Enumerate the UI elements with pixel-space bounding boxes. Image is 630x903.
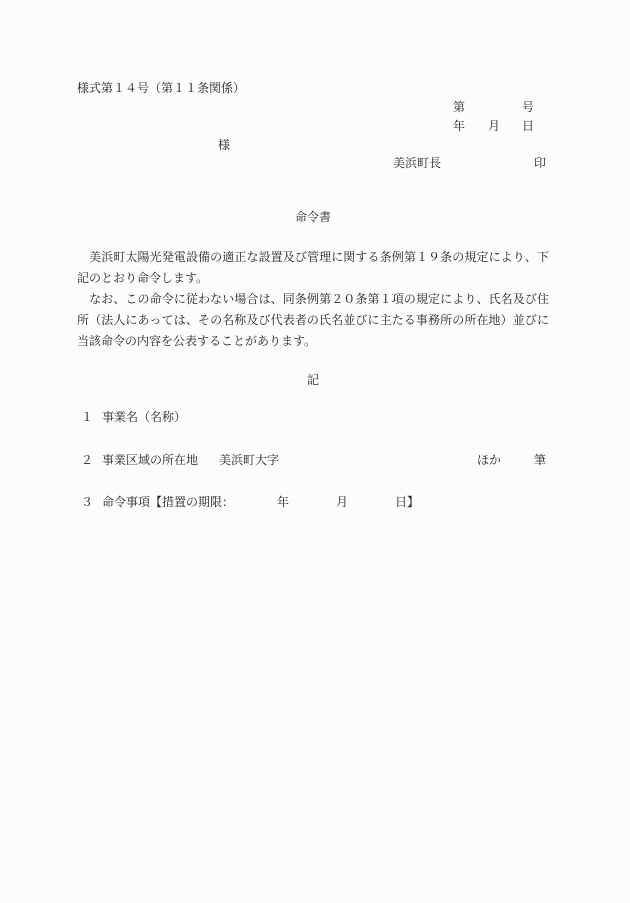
item-3-number: ３ xyxy=(81,495,94,509)
form-label: 様式第１４号（第１１条関係） xyxy=(77,81,246,95)
document-number-prefix: 第 xyxy=(453,100,466,114)
addressee-suffix: 様 xyxy=(218,138,231,152)
item-2-location-prefix: 美浜町大字 xyxy=(219,453,280,467)
date-day-label: 日 xyxy=(522,119,535,133)
item-2-parcel-unit: 筆 xyxy=(534,453,547,467)
body-paragraph-1: 美浜町太陽光発電設備の適正な設置及び管理に関する条例第１９条の規定により、下記のとおり命令します。 xyxy=(77,250,549,285)
issuer-seal: 印 xyxy=(534,156,547,170)
item-3-deadline-month: 月 xyxy=(336,495,349,509)
item-2-number: ２ xyxy=(81,453,94,467)
date-month-label: 月 xyxy=(488,119,501,133)
ki-heading: 記 xyxy=(307,373,320,387)
item-2-others-label: ほか xyxy=(477,453,502,467)
issuer-title: 美浜町長 xyxy=(393,156,442,170)
date-year-label: 年 xyxy=(453,119,466,133)
item-2-label: 事業区域の所在地 xyxy=(102,453,199,467)
item-3-label: 命令事項【措置の期限： xyxy=(102,495,235,509)
item-1-number: １ xyxy=(81,410,94,424)
item-3-deadline-day: 日】 xyxy=(395,495,420,509)
body-paragraph-2: なお、この命令に従わない場合は、同条例第２０条第１項の規定により、氏名及び住所（法人にあっては、その名称及び代表者の氏名並びに主たる事務所の所在地）並びに当該命令の内容を公表することがあります。 xyxy=(77,292,549,348)
document-title: 命令書 xyxy=(295,210,332,224)
document-number-suffix: 号 xyxy=(522,100,535,114)
item-3-deadline-year: 年 xyxy=(277,495,290,509)
item-1-label: 事業名（名称） xyxy=(102,410,187,424)
